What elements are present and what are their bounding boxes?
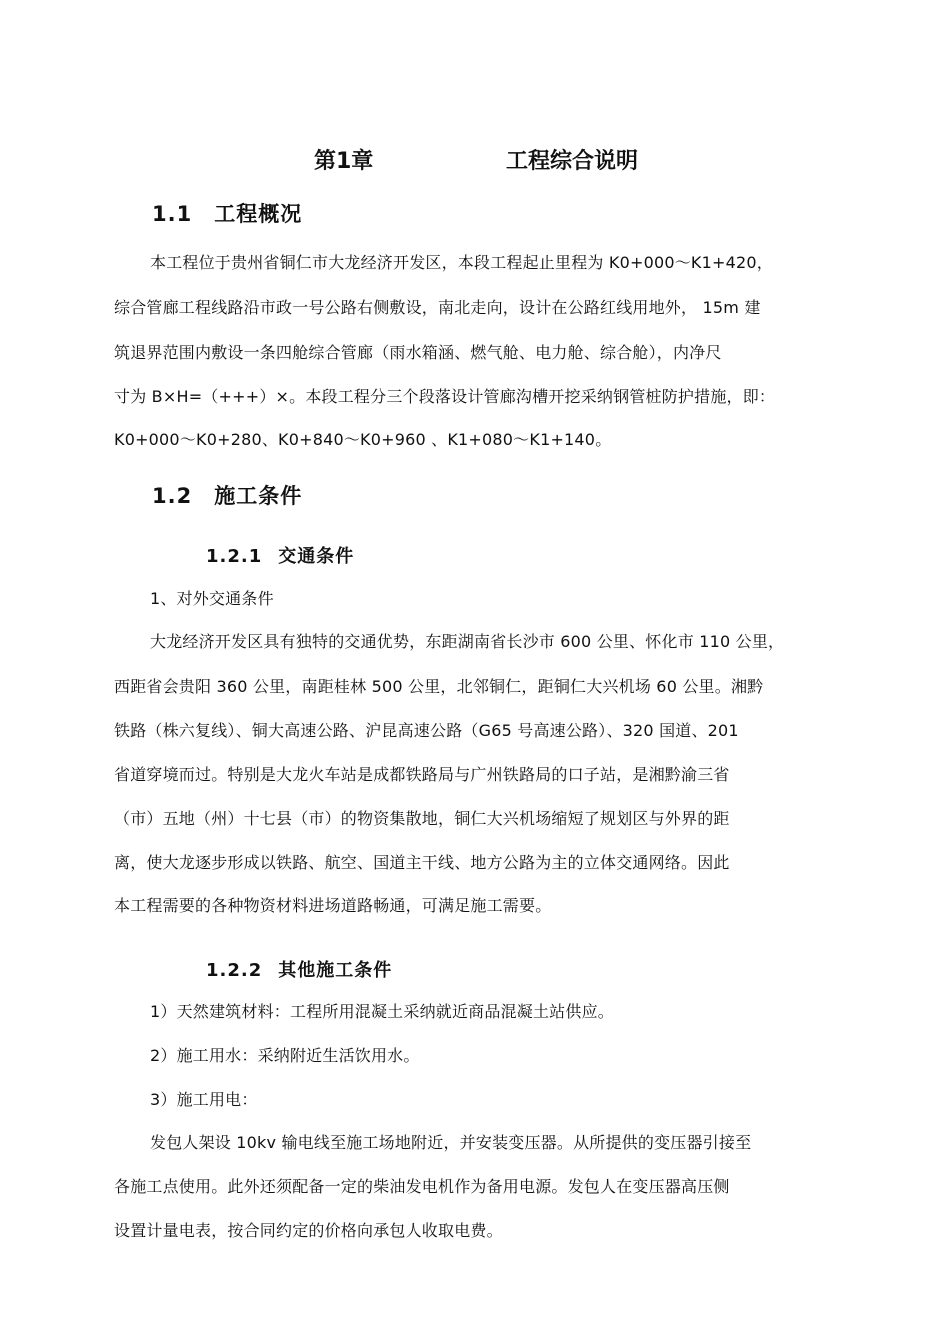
- paragraph-line: 本工程需要的各种物资材料进场道路畅通，可满足施工需要。: [114, 896, 552, 915]
- paragraph-line: K0+000～K0+280、K0+840～K0+960 、K1+080～K1+140。: [114, 430, 612, 449]
- section-1-1-heading: [152, 198, 302, 228]
- subsection-title: 其他施工条件: [278, 960, 393, 981]
- chapter-heading: [0, 144, 950, 178]
- list-item: 3）施工用电：: [150, 1090, 258, 1109]
- subsection-number: 1.2.2: [206, 960, 263, 981]
- paragraph-line: 发包人架设 10kv 输电线至施工场地附近，并安装变压器。从所提供的变压器引接至: [150, 1133, 752, 1152]
- list-item: 2）施工用水：采纳附近生活饮用水。: [150, 1046, 420, 1065]
- section-number: 1.2: [152, 484, 193, 508]
- subsection-number: 1.2.1: [206, 546, 263, 567]
- paragraph-line: 寸为 B×H=（+++）×。本段工程分三个段落设计管廊沟槽开挖采纳钢管桩防护措施，即：: [114, 387, 776, 406]
- paragraph-line: （市）五地（州）十七县（市）的物资集散地，铜仁大兴机场缩短了规划区与外界的距: [114, 809, 730, 828]
- paragraph-line: 本工程位于贵州省铜仁市大龙经济开发区，本段工程起止里程为 K0+000～K1+420，: [150, 253, 773, 272]
- paragraph-line: 省道穿境而过。特别是大龙火车站是成都铁路局与广州铁路局的口子站，是湘黔渝三省: [114, 765, 730, 784]
- chapter-title: 工程综合说明: [506, 149, 639, 174]
- paragraph-line: 离，使大龙逐步形成以铁路、航空、国道主干线、地方公路为主的立体交通网络。因此: [114, 853, 730, 872]
- paragraph-line: 西距省会贵阳 360 公里，南距桂林 500 公里，北邻铜仁，距铜仁大兴机场 60 公里。湘黔: [114, 677, 764, 696]
- paragraph-line: 各施工点使用。此外还须配备一定的柴油发电机作为备用电源。发包人在变压器高压侧: [114, 1177, 730, 1196]
- section-title: 工程概况: [214, 202, 303, 226]
- list-item: 1）天然建筑材料：工程所用混凝土采纳就近商品混凝土站供应。: [150, 1002, 614, 1021]
- chapter-number: 第1章: [314, 149, 374, 174]
- paragraph-line: 大龙经济开发区具有独特的交通优势，东距湖南省长沙市 600 公里、怀化市 110 公里，: [150, 632, 785, 651]
- section-number: 1.1: [152, 202, 193, 226]
- subsection-1-2-1-heading: [206, 542, 354, 568]
- list-item: 1、对外交通条件: [150, 589, 274, 608]
- subsection-1-2-2-heading: [206, 956, 392, 982]
- paragraph-line: 设置计量电表，按合同约定的价格向承包人收取电费。: [114, 1221, 503, 1240]
- subsection-title: 交通条件: [278, 546, 355, 567]
- paragraph-line: 筑退界范围内敷设一条四舱综合管廊（雨水箱涵、燃气舱、电力舱、综合舱），内净尺: [114, 343, 722, 362]
- section-title: 施工条件: [214, 484, 303, 508]
- section-1-2-heading: [152, 480, 302, 510]
- paragraph-line: 铁路（株六复线）、铜大高速公路、沪昆高速公路（G65 号高速公路）、320 国道、201: [114, 721, 739, 740]
- paragraph-line: 综合管廊工程线路沿市政一号公路右侧敷设，南北走向，设计在公路红线用地外， 15m 建: [114, 298, 761, 317]
